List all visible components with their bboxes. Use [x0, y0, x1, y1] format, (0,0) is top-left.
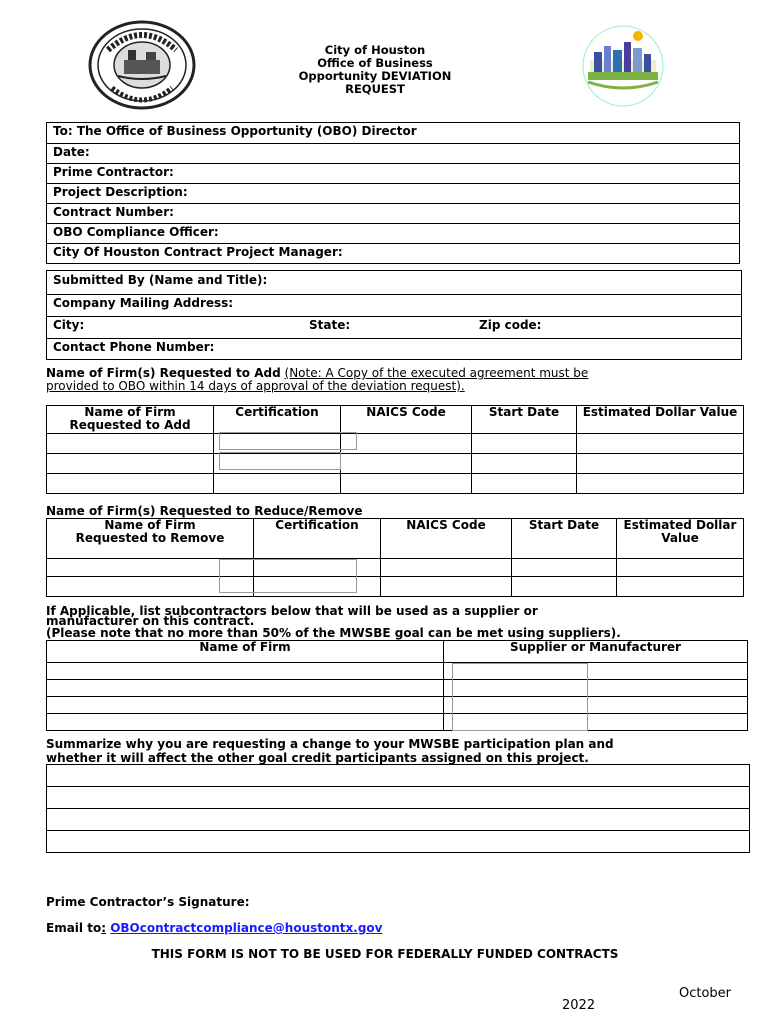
table-row[interactable] — [47, 831, 750, 853]
col-header: Name of Firm Requested to Remove — [47, 519, 254, 559]
table-row[interactable] — [47, 680, 748, 697]
col-header: Name of Firm — [47, 641, 444, 663]
table-header-row — [47, 641, 748, 663]
table-row[interactable] — [47, 809, 750, 831]
col-header: Start Date — [472, 406, 577, 434]
summary-instruction: whether it will affect the other goal credit participants assigned on this project. — [46, 751, 589, 765]
remove-firm-label: Name of Firm(s) Requested to Reduce/Remove — [46, 504, 363, 518]
title-line: City of Houston — [324, 43, 426, 57]
supplier-instruction: manufacturer on this contract. — [46, 614, 255, 628]
submitted-by-row[interactable] — [47, 271, 741, 294]
obo-logo — [568, 22, 678, 110]
city-label: City: — [53, 318, 85, 332]
mailing-address-label: Company Mailing Address: — [53, 296, 234, 310]
table-row[interactable] — [47, 697, 748, 714]
table-row[interactable] — [47, 787, 750, 809]
add-firm-heading — [46, 367, 746, 379]
submitter-info-box — [46, 270, 742, 360]
revision-month: October — [679, 986, 732, 1001]
prime-contractor-row[interactable] — [47, 163, 739, 183]
remove-firm-table — [46, 518, 744, 597]
add-firm-label: Name of Firm(s) Requested to Add — [46, 366, 281, 380]
table-row[interactable] — [47, 714, 748, 731]
mailing-address-row[interactable] — [47, 294, 741, 316]
title-line: REQUEST — [345, 82, 405, 96]
add-firm-note: (Note: A Copy of the executed agreement must be — [284, 366, 589, 380]
state-label: State: — [309, 318, 351, 332]
date-row[interactable] — [47, 143, 739, 163]
revision-year: 2022 — [562, 998, 596, 1013]
summary-table — [46, 764, 750, 853]
table-header-row — [47, 519, 744, 559]
certification-field[interactable] — [219, 432, 357, 450]
col-header: NAICS Code — [341, 406, 472, 434]
project-description-row[interactable] — [47, 183, 739, 203]
table-header-row — [47, 406, 744, 434]
email-link[interactable]: OBOcontractcompliance@houstontx.gov — [110, 921, 383, 935]
col-header: Certification — [214, 406, 341, 434]
col-header: Certification — [254, 519, 381, 559]
form-title — [280, 44, 470, 96]
table-row[interactable] — [47, 663, 748, 680]
signature-label: Prime Contractor’s Signature: — [46, 895, 250, 909]
phone-label: Contact Phone Number: — [53, 340, 215, 354]
title-line: Office of Business — [317, 56, 433, 70]
contract-info-box — [46, 122, 740, 264]
table-row[interactable] — [47, 577, 744, 597]
date-label: Date: — [53, 145, 90, 159]
city-state-zip-row[interactable] — [47, 316, 741, 338]
table-row[interactable] — [47, 765, 750, 787]
supplier-instruction: If Applicable, list subcontractors below that will be used as a supplier or — [46, 604, 538, 618]
table-row[interactable] — [47, 434, 744, 454]
contract-number-label: Contract Number: — [53, 205, 174, 219]
col-header: Start Date — [512, 519, 617, 559]
add-firm-table — [46, 405, 744, 494]
table-row[interactable] — [47, 454, 744, 474]
certification-field[interactable] — [219, 559, 357, 593]
summary-instruction: Summarize why you are requesting a change to your MWSBE participation plan and — [46, 737, 614, 751]
project-manager-label: City Of Houston Contract Project Manager: — [53, 245, 343, 259]
phone-row[interactable] — [47, 338, 741, 360]
col-header: NAICS Code — [381, 519, 512, 559]
table-row[interactable] — [47, 559, 744, 577]
obo-compliance-officer-label: OBO Compliance Officer: — [53, 225, 219, 239]
zip-label: Zip code: — [479, 318, 542, 332]
supplier-table — [46, 640, 748, 731]
to-label: To: The Office of Business Opportunity (OBO) Director — [53, 124, 417, 138]
obo-compliance-officer-row[interactable] — [47, 223, 739, 243]
col-header: Name of Firm Requested to Add — [47, 406, 214, 434]
prime-contractor-label: Prime Contractor: — [53, 165, 174, 179]
supplier-note: (Please note that no more than 50% of the MWSBE goal can be met using suppliers). — [46, 626, 621, 640]
email-separator: : — [101, 921, 106, 935]
supplier-type-field[interactable] — [452, 663, 588, 731]
project-description-label: Project Description: — [53, 185, 188, 199]
contract-number-row[interactable] — [47, 203, 739, 223]
col-header: Supplier or Manufacturer — [444, 641, 748, 663]
project-manager-row[interactable] — [47, 243, 739, 264]
city-seal-logo — [88, 20, 196, 110]
col-header: Estimated Dollar Value — [617, 519, 744, 559]
submitted-by-label: Submitted By (Name and Title): — [53, 273, 268, 287]
email-line — [46, 922, 383, 934]
add-firm-note-cont: provided to OBO within 14 days of approval of the deviation request). — [46, 379, 465, 393]
col-header: Estimated Dollar Value — [577, 406, 744, 434]
federal-funding-notice: THIS FORM IS NOT TO BE USED FOR FEDERALLY FUNDED CONTRACTS — [151, 947, 619, 961]
certification-field[interactable] — [219, 452, 341, 470]
title-line: Opportunity DEVIATION — [298, 69, 452, 83]
table-row[interactable] — [47, 474, 744, 494]
to-row[interactable] — [47, 123, 739, 143]
email-label: Email to — [46, 921, 102, 935]
